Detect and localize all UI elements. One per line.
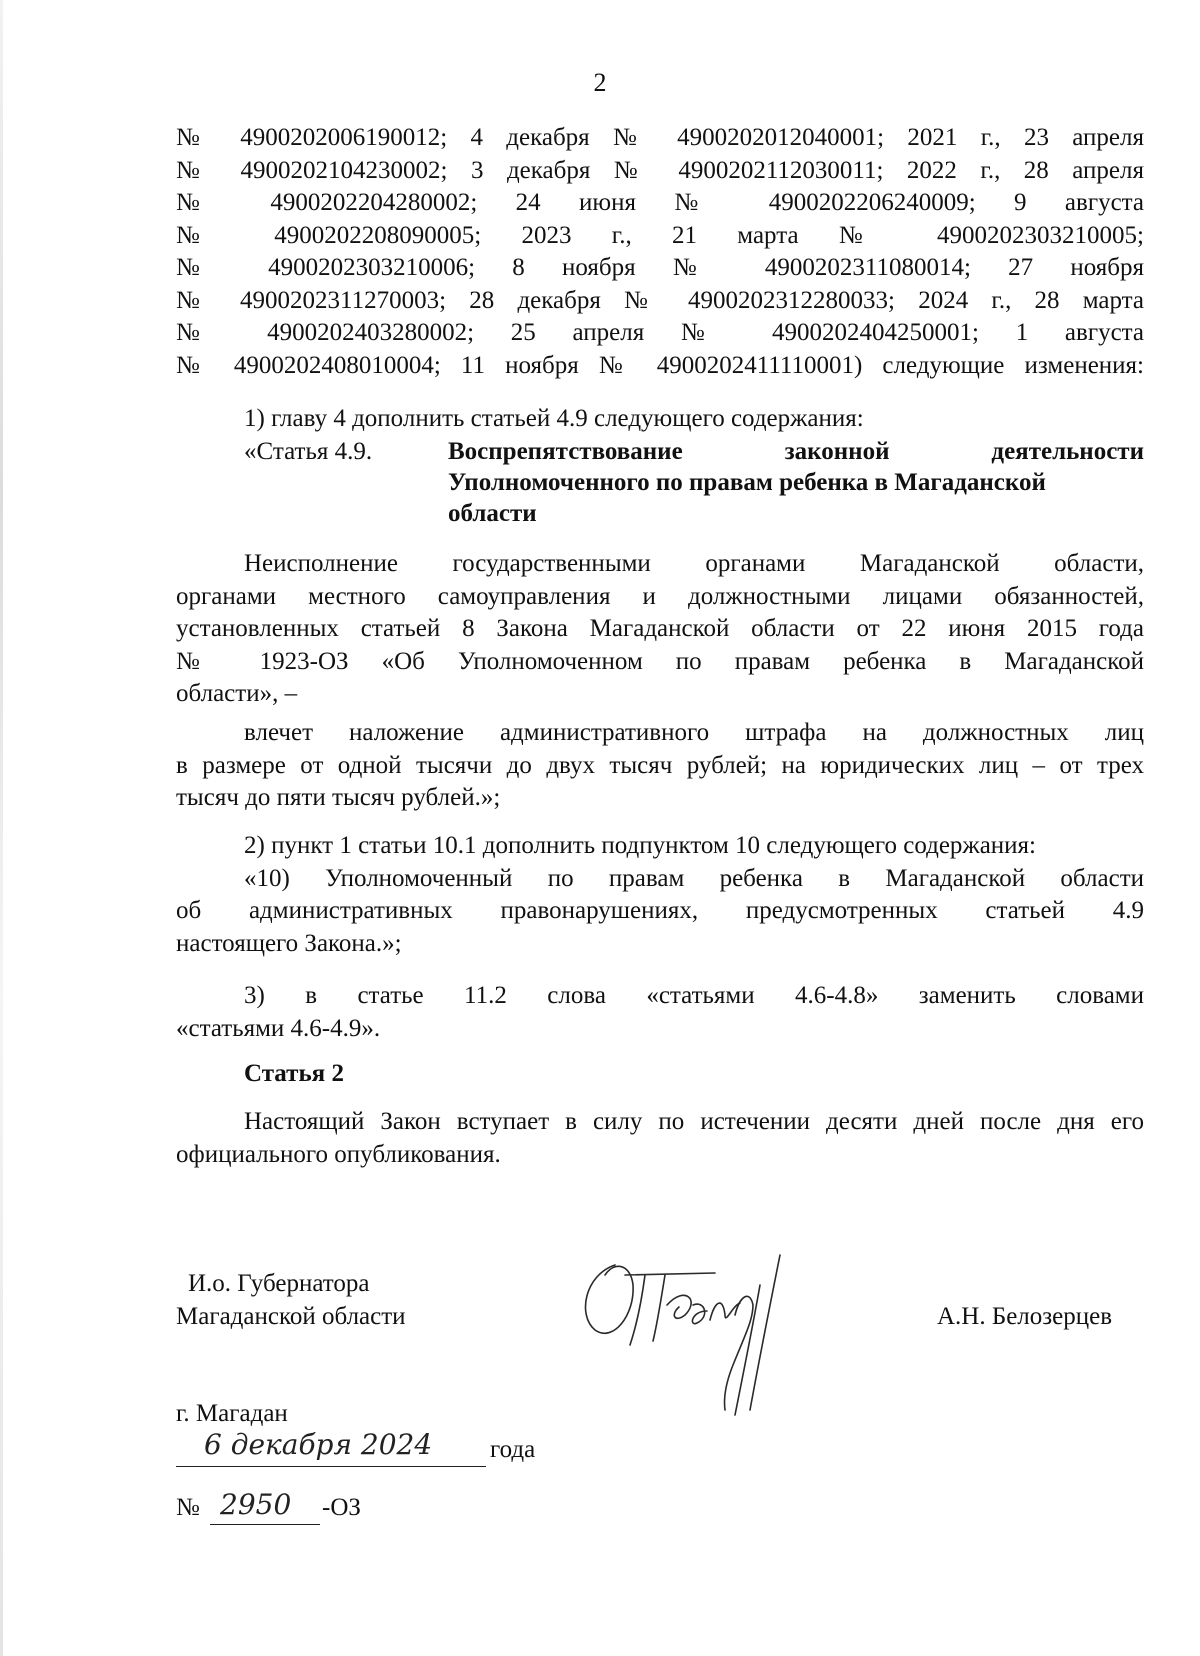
intro-line: № 4900202303210006; 8 ноября № 4900202311080014; 27 ноября (176, 254, 1144, 281)
intro-line: № 4900202408010004; 11 ноября № 4900202411110001) следующие изменения: (176, 351, 1144, 379)
text-line: влечет наложение административного штрафа на должностных лиц (244, 719, 1144, 746)
number-underline (210, 1524, 320, 1525)
article-number: «Статья 4.9. (244, 438, 373, 465)
position-line: Магаданской области (176, 1303, 406, 1330)
text-line: Настоящий Закон вступает в силу по истечении десяти дней после дня его (244, 1108, 1144, 1135)
article-4-9-disposition (176, 548, 1144, 711)
intro-line: № 4900202403280002; 25 апреля № 4900202404250001; 1 августа (176, 319, 1144, 346)
page-number: 2 (593, 68, 607, 97)
position-line: И.о. Губернатора (188, 1270, 370, 1297)
text-line: «статьями 4.6-4.9». (176, 1014, 381, 1042)
article-2-text (176, 1106, 1144, 1171)
text-line: № 1923-ОЗ «Об Уполномоченном по правам ребенка в Магаданской (176, 647, 1144, 675)
article-title (448, 436, 1144, 529)
signatory-position (176, 1267, 406, 1333)
intro-paragraph (176, 122, 1144, 382)
date-suffix: года (490, 1436, 536, 1463)
text-line: области», – (176, 680, 298, 707)
intro-line: № 4900202104230002; 3 декабря № 4900202112030011; 2022 г., 28 апреля (176, 156, 1144, 184)
text-line: тысяч до пяти тысяч рублей.»; (176, 784, 501, 811)
text-line: «10) Уполномоченный по правам ребенка в Магаданской области (244, 864, 1144, 892)
article-2-heading: Статья 2 (244, 1060, 344, 1087)
handwritten-law-number: 2950 (220, 1488, 292, 1521)
intro-line: № 4900202311270003; 28 декабря № 4900202312280033; 2024 г., 28 марта (176, 286, 1144, 314)
text-line: об административных правонарушениях, предусмотренных статьей 4.9 (176, 897, 1144, 924)
text-line: установленных статьей 8 Закона Магаданской области от 22 июня 2015 года (176, 615, 1144, 642)
number-sign: № (176, 1494, 200, 1521)
text-line: в размере от одной тысячи до двух тысяч рублей; на юридических лиц – от трех (176, 751, 1144, 779)
amendment-item-1 (176, 403, 1144, 436)
text-line: Неисполнение государственными органами Магаданской области, (244, 550, 1144, 577)
article-4-9-sanction (176, 717, 1144, 815)
signing-date (176, 1428, 576, 1472)
intro-line: № 4900202208090005; 2023 г., 21 марта № 4900202303210005; (176, 221, 1144, 249)
article-title-line: Уполномоченного по правам ребенка в Магаданской (448, 469, 1046, 496)
text-line: 2) пункт 1 статьи 10.1 дополнить подпунктом 10 следующего содержания: (244, 832, 1037, 859)
handwritten-signature (575, 1245, 830, 1425)
amendment-item-2 (176, 830, 1144, 960)
law-number (176, 1490, 476, 1530)
amendment-item-3 (176, 980, 1144, 1045)
text-line: 3) в статье 11.2 слова «статьями 4.6-4.8» заменить словами (244, 982, 1144, 1009)
article-title-line: области (448, 500, 537, 527)
intro-line: № 4900202006190012; 4 декабря № 4900202012040001; 2021 г., 23 апреля (176, 124, 1144, 151)
intro-line: № 4900202204280002; 24 июня № 4900202206240009; 9 августа (176, 189, 1144, 216)
place-of-signing: г. Магадан (176, 1400, 288, 1427)
law-number-suffix: -ОЗ (322, 1494, 361, 1521)
text-line: официального опубликования. (176, 1140, 501, 1168)
signatory-name: А.Н. Белозерцев (937, 1303, 1113, 1330)
text-line: органами местного самоуправления и должностными лицами обязанностей, (176, 582, 1144, 610)
amendment-item-1-text: 1) главу 4 дополнить статьей 4.9 следующего содержания: (244, 405, 864, 432)
date-underline (176, 1466, 486, 1467)
handwritten-date: 6 декабря 2024 (204, 1428, 433, 1461)
article-title-line: Воспрепятствование законной деятельности (448, 438, 1144, 465)
text-line: настоящего Закона.»; (176, 929, 402, 957)
scan-edge (0, 0, 3, 1656)
